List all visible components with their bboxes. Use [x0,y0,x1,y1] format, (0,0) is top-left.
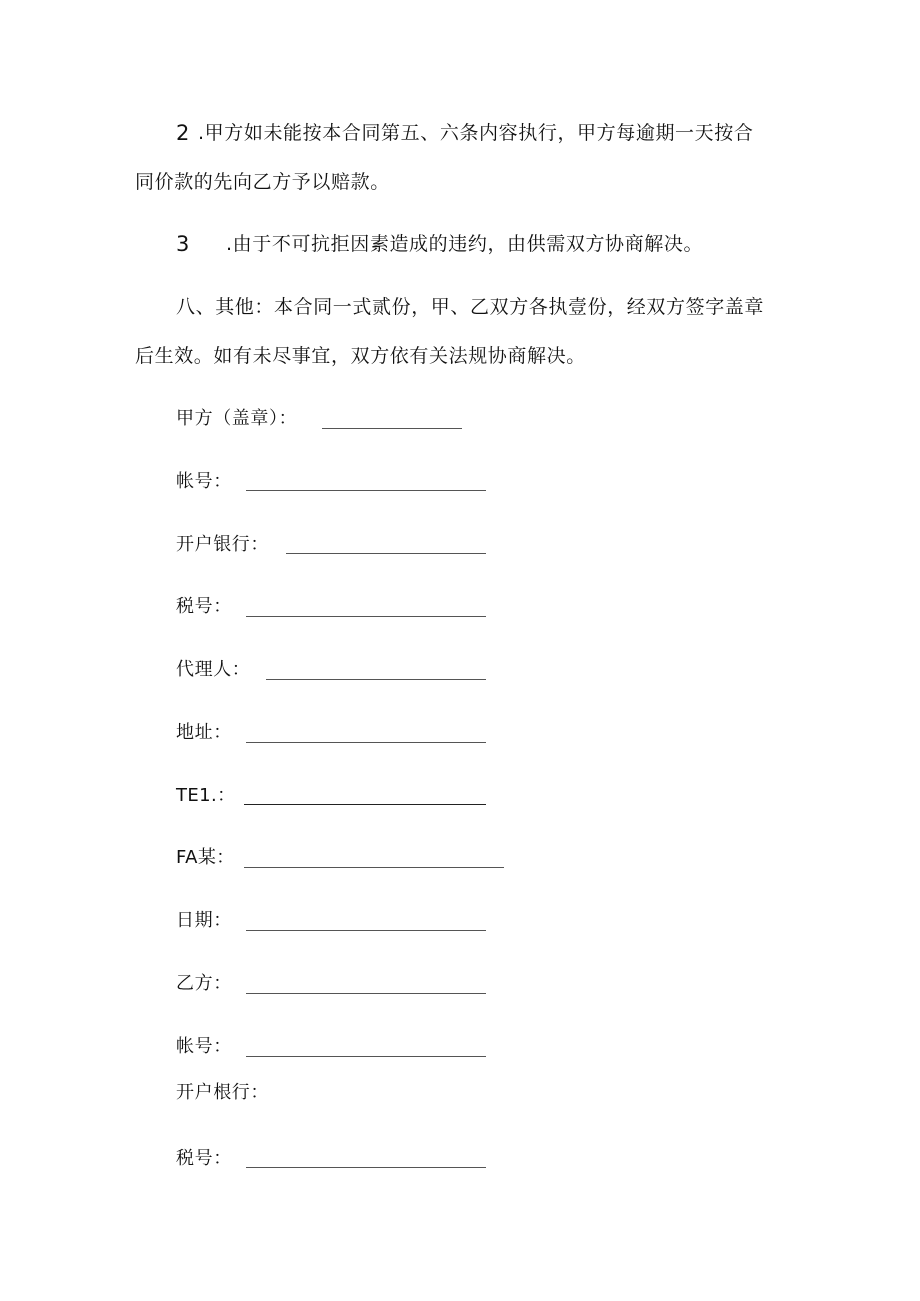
party-a-address-line [246,742,486,743]
party-b-bank-label: 开户根行： [176,1082,269,1103]
party-a-fax-line [244,867,504,868]
clause-3-text: .由于不可抗拒因素造成的违约，由供需双方协商解决。 [226,233,704,255]
party-b-tax-label: 税号： [176,1148,232,1169]
clause-3-number: 3 [176,232,190,256]
party-b-account-label: 帐号： [176,1036,232,1057]
party-b-name-line [246,993,486,994]
party-a-tel-line [244,804,486,805]
party-a-seal-line [322,428,462,429]
party-a-address-label: 地址： [176,722,232,743]
party-b-account-line [246,1056,486,1057]
party-a-date-line [246,930,486,931]
party-a-fax-label: FA某： [176,847,235,868]
clause-2-line-2: 同价款的先向乙方予以赔款。 [135,171,390,193]
party-a-bank-label: 开户银行： [176,534,269,555]
clause-8-line-2: 后生效。如有未尽事宜，双方依有关法规协商解决。 [135,345,586,367]
party-a-tel-label: TE1.： [176,785,236,806]
party-a-bank-line [286,553,486,554]
party-a-agent-line [266,679,486,680]
party-a-date-label: 日期： [176,910,232,931]
clause-8-line-1: 八、其他：本合同一式贰份，甲、乙双方各执壹份，经双方签字盖章 [176,296,765,318]
party-a-seal-label: 甲方（盖章）： [176,408,298,429]
party-a-tax-label: 税号： [176,596,232,617]
clause-2-line-1: .甲方如未能按本合同第五、六条内容执行，甲方每逾期一天按合 [198,122,754,144]
party-b-name-label: 乙方： [176,973,232,994]
party-a-account-line [246,490,486,491]
party-a-account-label: 帐号： [176,471,232,492]
party-b-tax-line [246,1167,486,1168]
party-a-tax-line [246,616,486,617]
clause-2-number: 2 [176,121,190,145]
party-a-agent-label: 代理人： [176,659,251,680]
